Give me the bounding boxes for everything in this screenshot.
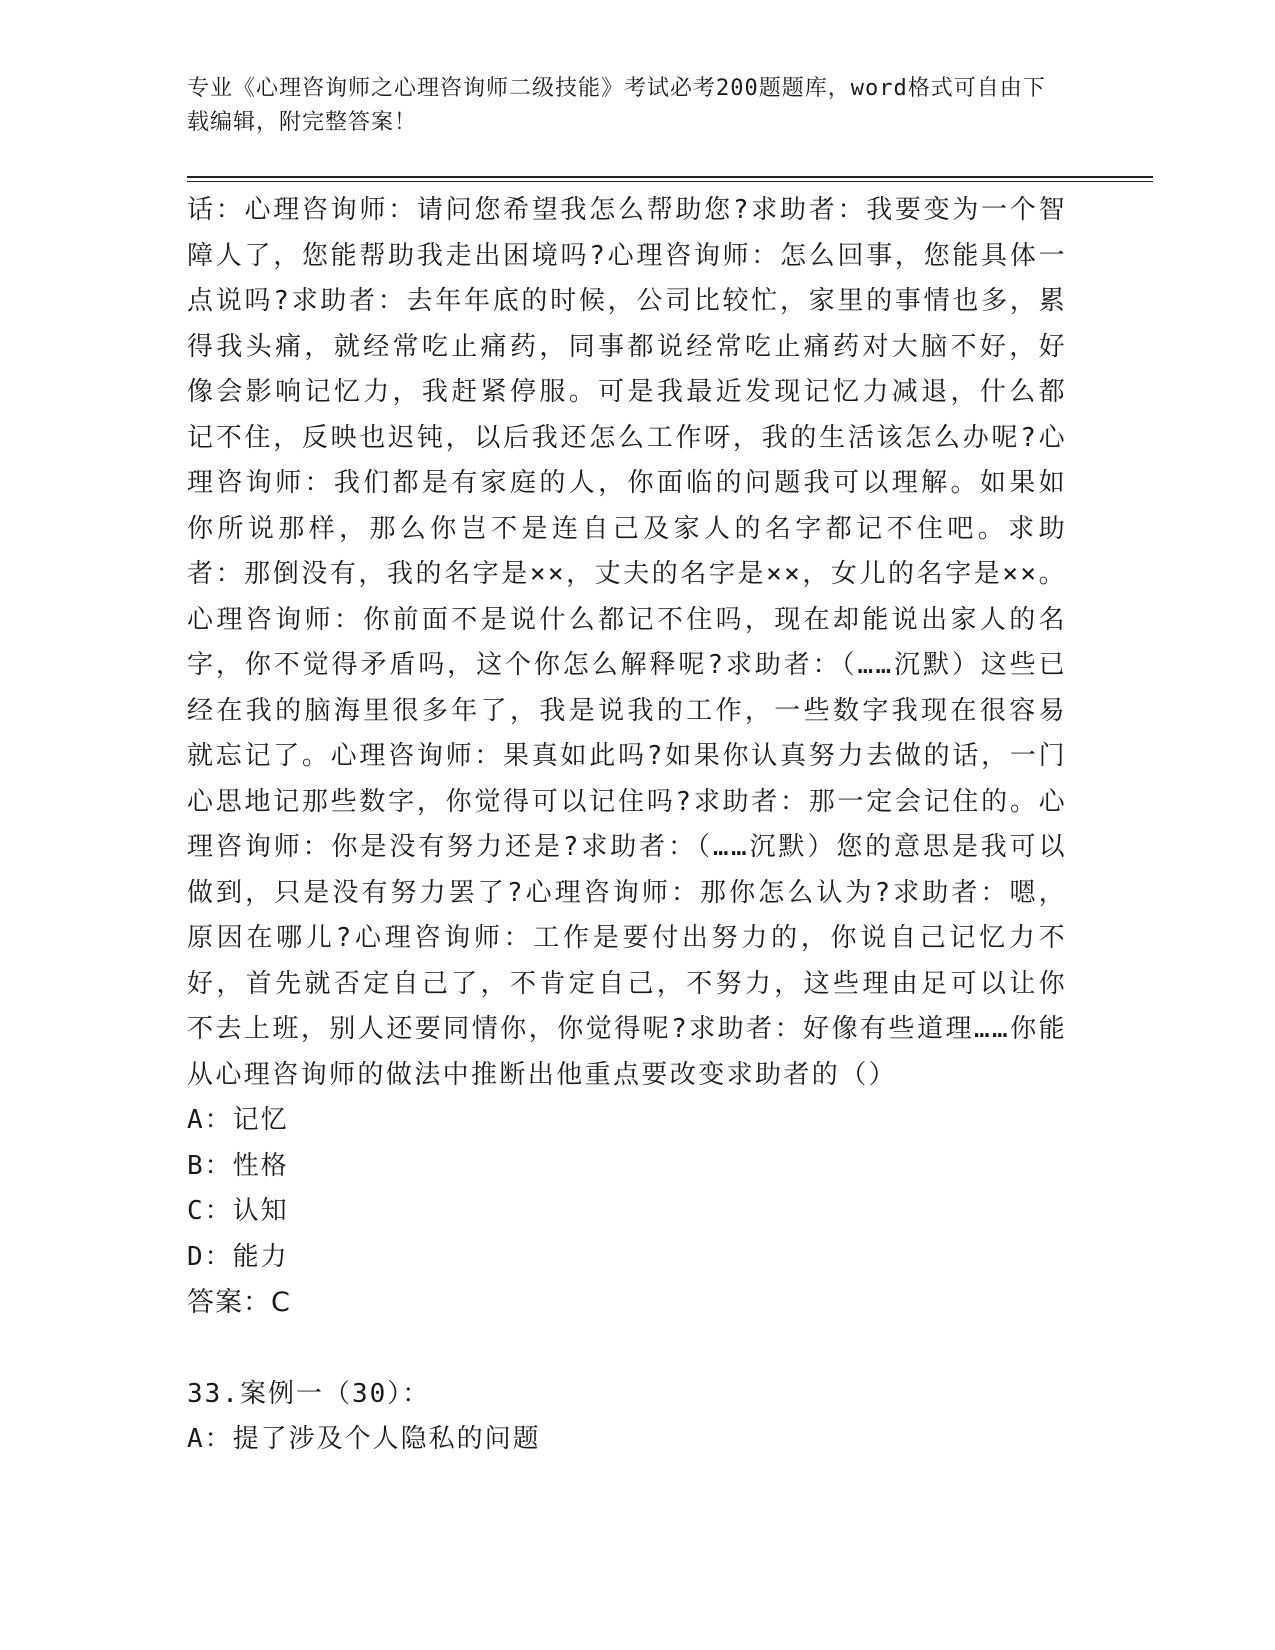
question-32-text: 话：心理咨询师：请问您希望我怎么帮助您?求助者：我要变为一个智障人了，您能帮助我走出困境吗?心理咨询师：怎么回事，您能具体一点说吗?求助者：去年年底的时候，公司比较忙，家里的事情也多，累得我头痛，就经常吃止痛药，同事都说经常吃止痛药对大脑不好，好像会影响记忆力，我赶紧停服。可是我最近发现记忆力减退，什么都记不住，反映也迟钝，以后我还怎么工作呀，我的生活该怎么办呢?心理咨询师：我们都是有家庭的人，你面临的问题我可以理解。如果如你所说那样，那么你岂不是连自己及家人的名字都记不住吧。求助者：那倒没有，我的名字是××，丈夫的名字是××，女儿的名字是××。心理咨询师：你前面不是说什么都记不住吗，现在却能说出家人的名字，你不觉得矛盾吗，这个你怎么解释呢?求助者：（……沉默）这些已经在我的脑海里很多年了，我是说我的工作，一些数字我现在很容易就忘记了。心理咨询师：果真如此吗?如果你认真努力去做的话，一门心思地记那些数字，你觉得可以记住吗?求助者：那一定会记住的。心理咨询师：你是没有努力还是?求助者：（……沉默）您的意思是我可以做到，只是没有努力罢了?心理咨询师：那你怎么认为?求助者：嗯，原因在哪儿?心理咨询师：工作是要付出努力的，你说自己记忆力不好，首先就否定自己了，不肯定自己，不努力，这些理由足可以让你不去上班，别人还要同情你，你觉得呢?求助者：好像有些道理……你能从心理咨询师的做法中推断出他重点要改变求助者的（） bbox=[187, 195, 1067, 1090]
question-33-option-a: A：提了涉及个人隐私的问题 bbox=[187, 1424, 541, 1454]
document-title: 专业《心理咨询师之心理咨询师二级技能》考试必考200题题库，word格式可自由下载编辑，附完整答案！ bbox=[187, 76, 1046, 135]
document-body bbox=[187, 188, 1067, 1463]
spacer bbox=[187, 1326, 1067, 1372]
option-d: D：能力 bbox=[187, 1241, 289, 1272]
question-33-title: 33.案例一（30）： bbox=[187, 1378, 431, 1409]
header-rule-thick bbox=[187, 176, 1153, 178]
option-c: C：认知 bbox=[187, 1196, 289, 1226]
option-b: B：性格 bbox=[187, 1150, 289, 1181]
document-header bbox=[187, 72, 1067, 140]
header-rule-thin bbox=[187, 181, 1153, 182]
option-a: A：记忆 bbox=[187, 1105, 289, 1135]
answer-label: 答案：C bbox=[187, 1287, 291, 1318]
